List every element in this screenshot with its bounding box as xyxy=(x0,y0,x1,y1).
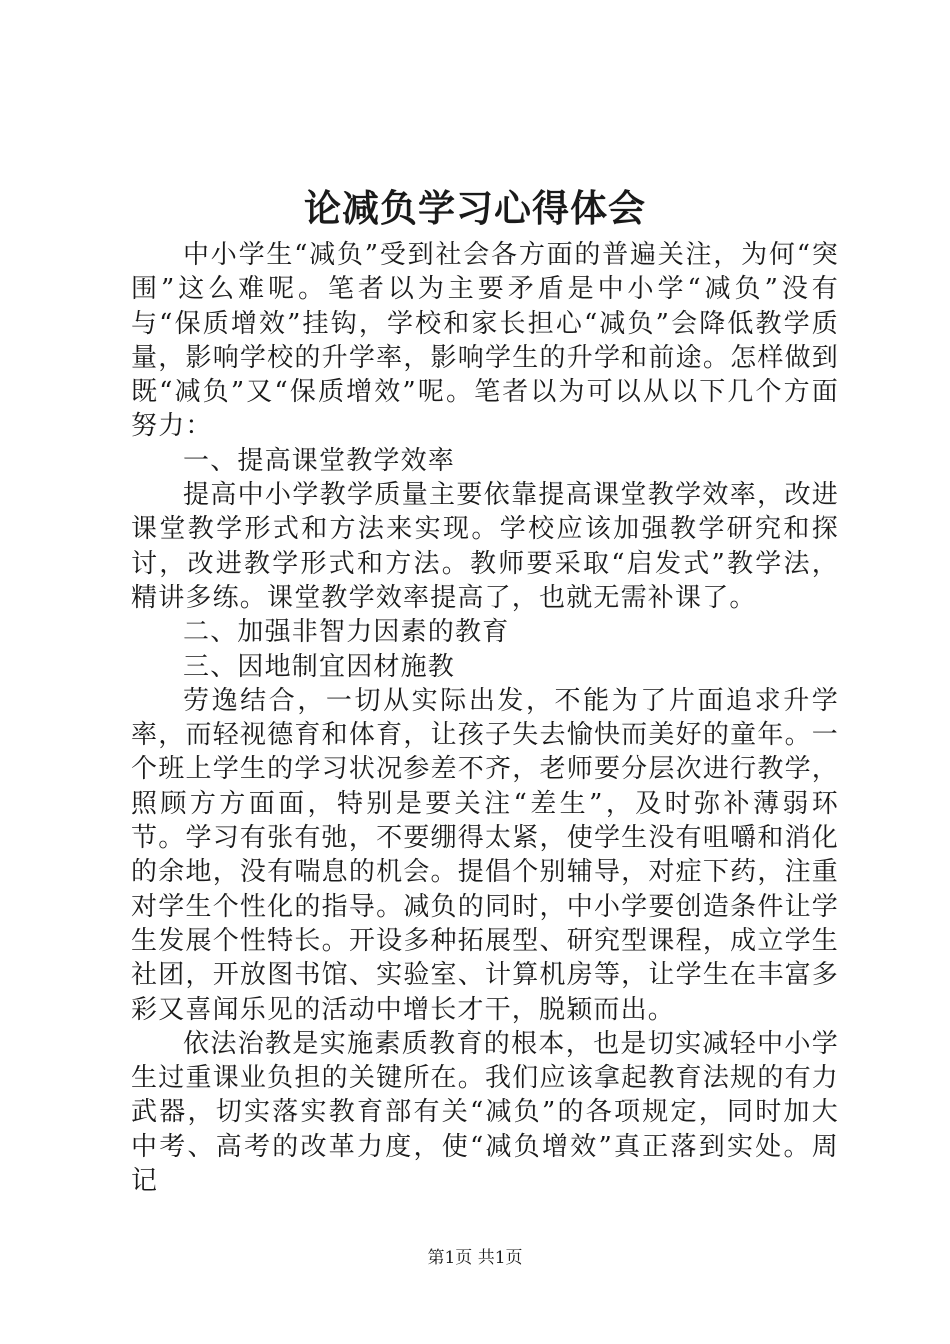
section-heading-2: 二、加强非智力因素的教育 xyxy=(183,617,510,648)
section-heading-1: 一、提高课堂教学效率 xyxy=(183,445,456,476)
paragraph-section-1: 提高中小学教学质量主要依靠提高课堂教学效率，改进课堂教学形式和方法来实现。学校应该加强教学研究和探讨，改进教学形式和方法。教师要采取“启发式”教学法，精讲多练。课堂教学效率提高了，也就无需补课了。 xyxy=(131,480,839,613)
paragraph-conclusion: 依法治教是实施素质教育的根本，也是切实减轻中小学生过重课业负担的关键所在。我们应该拿起教育法规的有力武器，切实落实教育部有关“减负”的各项规定，同时加大中考、高考的改革力度，使“减负增效”真正落到实处。周记 xyxy=(131,1028,839,1197)
paragraph-intro: 中小学生“减负”受到社会各方面的普遍关注，为何“突围”这么难呢。笔者以为主要矛盾是中小学“减负”没有与“保质增效”挂钩，学校和家长担心“减负”会降低教学质量，影响学校的升学率，影响学生的升学和前途。怎样做到既“减负”又“保质增效”呢。笔者以为可以从以下几个方面努力： xyxy=(131,240,839,442)
document-body xyxy=(131,238,839,1198)
paragraph-section-3: 劳逸结合，一切从实际出发，不能为了片面追求升学率，而轻视德育和体育，让孩子失去愉快而美好的童年。一个班上学生的学习状况参差不齐，老师要分层次进行教学，照顾方方面面，特别是要关注“差生”，及时弥补薄弱环节。学习有张有弛，不要绷得太紧，使学生没有咀嚼和消化的余地，没有喘息的机会。提倡个别辅导，对症下药，注重对学生个性化的指导。减负的同时，中小学要创造条件让学生发展个性特长。开设多种拓展型、研究型课程，成立学生社团，开放图书馆、实验室、计算机房等，让学生在丰富多彩又喜闻乐见的活动中增长才干，脱颖而出。 xyxy=(131,685,839,1025)
section-heading-3: 三、因地制宜因材施教 xyxy=(183,651,456,682)
page-footer: 第1页 共1页 xyxy=(427,1248,523,1268)
document-title: 论减负学习心得体会 xyxy=(304,186,646,230)
